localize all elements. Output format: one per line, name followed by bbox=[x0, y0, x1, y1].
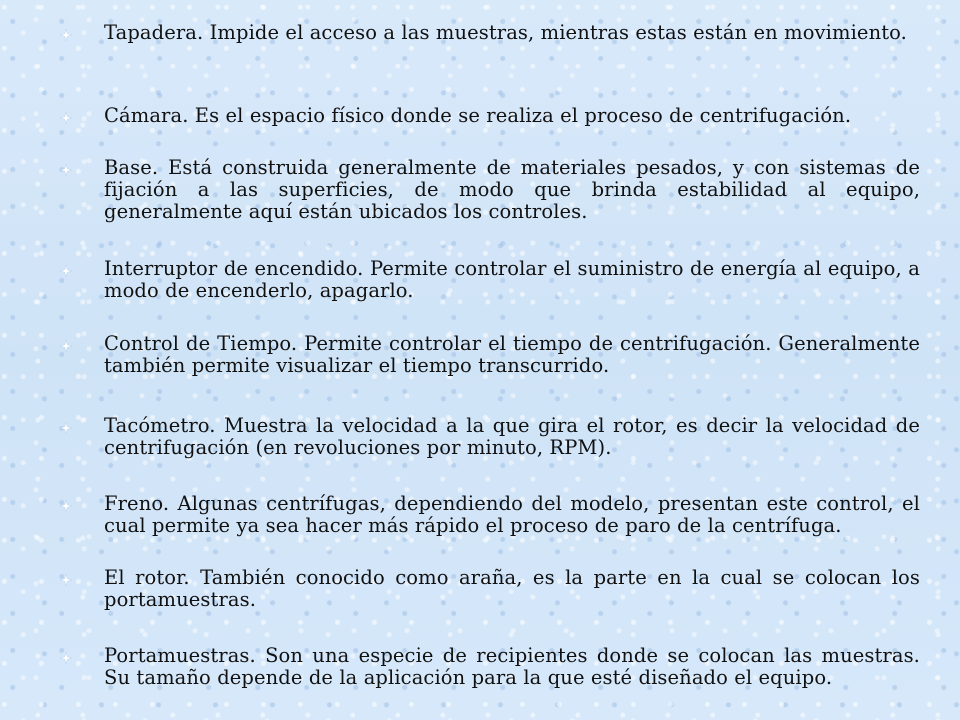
four-point-star-icon bbox=[60, 29, 72, 41]
list-item bbox=[60, 258, 920, 302]
four-point-star-icon bbox=[60, 500, 72, 512]
four-point-star-icon bbox=[60, 574, 72, 586]
list-item bbox=[60, 567, 920, 611]
list-item-text: Cámara. Es el espacio físico donde se realiza el proceso de centrifugación. bbox=[104, 104, 852, 127]
list-item bbox=[60, 157, 920, 223]
list-item bbox=[60, 333, 920, 377]
four-point-star-icon bbox=[60, 340, 72, 352]
list-item-text: Control de Tiempo. Permite controlar el tiempo de centrifugación. Generalmente también permite visualizar el tiempo transcurrido. bbox=[104, 332, 920, 377]
list-item-text: Base. Está construida generalmente de materiales pesados, y con sistemas de fijación a las superficies, de modo que brinda estabilidad al equipo, generalmente aquí están ubicados los controles. bbox=[104, 156, 920, 223]
list-item bbox=[60, 645, 920, 689]
list-item bbox=[60, 493, 920, 537]
list-item-text: Portamuestras. Son una especie de recipientes donde se colocan las muestras. Su tamaño depende de la aplicación para la que esté diseñado el equipo. bbox=[104, 644, 920, 689]
list-item bbox=[60, 22, 920, 44]
four-point-star-icon bbox=[60, 265, 72, 277]
list-item bbox=[60, 415, 920, 459]
list-item-text: Tacómetro. Muestra la velocidad a la que gira el rotor, es decir la velocidad de centrifugación (en revoluciones por minuto, RPM). bbox=[104, 414, 920, 459]
list-item-text: Tapadera. Impide el acceso a las muestras, mientras estas están en movimiento. bbox=[104, 21, 907, 44]
four-point-star-icon bbox=[60, 652, 72, 664]
list-item-text: El rotor. También conocido como araña, es la parte en la cual se colocan los portamuestras. bbox=[104, 566, 920, 611]
list-item-text: Freno. Algunas centrífugas, dependiendo del modelo, presentan este control, el cual permite ya sea hacer más rápido el proceso de paro de la centrífuga. bbox=[104, 492, 920, 537]
list-item-text: Interruptor de encendido. Permite controlar el suministro de energía al equipo, a modo de encenderlo, apagarlo. bbox=[104, 257, 920, 302]
four-point-star-icon bbox=[60, 112, 72, 124]
four-point-star-icon bbox=[60, 422, 72, 434]
list-item bbox=[60, 105, 920, 127]
four-point-star-icon bbox=[60, 164, 72, 176]
